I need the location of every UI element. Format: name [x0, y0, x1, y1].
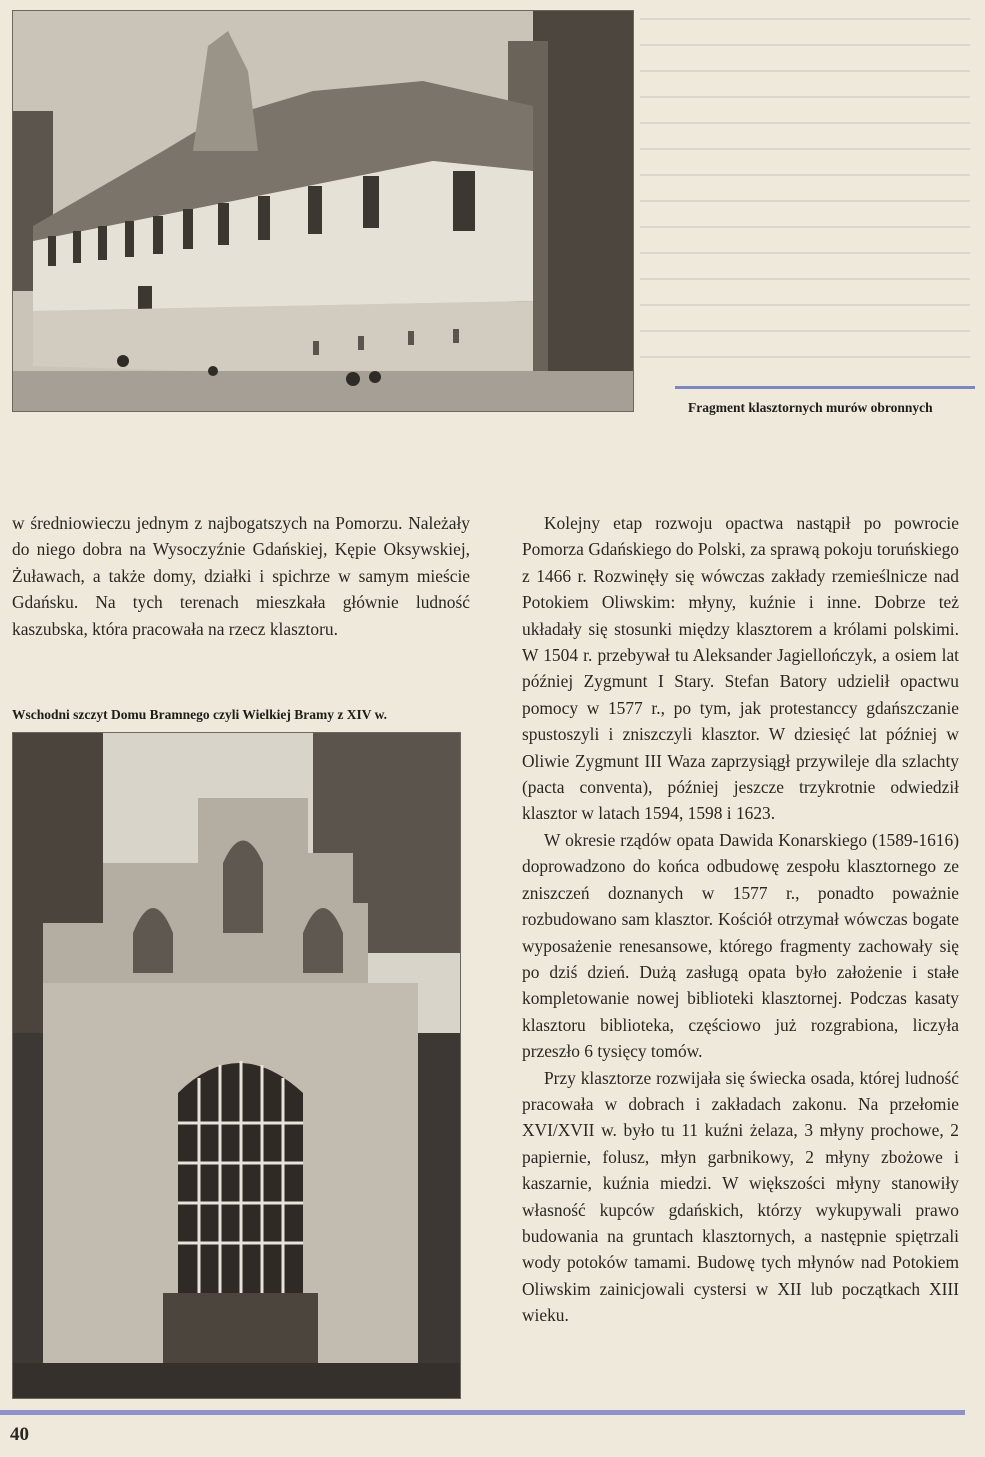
- right-column-text: [522, 510, 959, 1329]
- footer-rule: [0, 1410, 965, 1415]
- paragraph: w średniowieczu jednym z najbogatszych na Pomorzu. Należały do niego dobra na Wysoczyźnie Gdańskiej, Kępie Oksywskiej, Żuławach, a także domy, działki i spichrze w samym mieście Gdańsku. Na tych terenach mieszkała głównie ludność kaszubska, która pracowała na rzecz klasztoru.: [12, 513, 470, 639]
- paragraph: Kolejny etap rozwoju opactwa nastąpił po powrocie Pomorza Gdańskiego do Polski, za sprawą pokoju toruńskiego z 1466 r. Rozwinęły się wówczas zakłady rzemieślnicze nad Potokiem Oliwskim: młyny, kuźnie i inne. Dobrze też układały się stosunki między klasztorem a królami polskimi. W 1504 r. przebywał tu Aleksander Jagiellończyk, a osiem lat później Zygmunt I Stary. Stefan Batory udzielił opactwu pomocy w 1577 r., po tym, jak protestanccy gdańszczanie spustoszyli i zniszczyli klasztor. W dziesięć lat później w Oliwie Zygmunt III Waza zaprzysiągł przywileje dla szlachty (pacta conventa), później jeszcze trzykrotnie odwiedził klasztor w latach 1594, 1598 i 1623.: [522, 513, 959, 824]
- figure-caption-top: Fragment klasztornych murów obronnych: [688, 400, 933, 415]
- paragraph: W okresie rządów opata Dawida Konarskiego (1589-1616) doprowadzono do końca odbudowę zespołu klasztornego ze zniszczeń doznanych w 1577 r., ponadto poważnie rozbudowano sam klasztor. Kościół otrzymał wówczas bogate wyposażenie renesansowe, którego fragmenty zachowały się po dziś dzień. Dużą zasługą opata było założenie i stałe kompletowanie nowej biblioteki klasztornej. Podczas kasaty klasztoru biblioteka, częściowo już rozgrabiona, liczyła przeszło 6 tysięcy tomów.: [522, 829, 959, 1062]
- page-number: 40: [10, 1424, 29, 1445]
- show-through-text: [640, 0, 970, 380]
- photo-monastery-walls-image: [13, 11, 633, 411]
- caption-rule: [675, 386, 975, 389]
- photo-monastery-walls: [12, 10, 634, 412]
- photo-gate-house-gable: [12, 732, 461, 1399]
- photo-gate-house-image: [13, 733, 460, 1398]
- paragraph: Przy klasztorze rozwijała się świecka osada, której ludność pracowała w dobrach i zakładach zakonu. Na przełomie XVI/XVII w. było tu 11 kuźni żelaza, 3 młyny prochowe, 2 papiernie, folusz, młyn garbnikowy, 2 młyny zbożowe i kaszarnie, kuźnia miedzi. W większości młyny stanowiły własność kupców gdańskich, którzy wykupywali prawo budowania na gruntach klasztornych, a następnie spiętrzali wody potoków tamami. Budowę tych młynów nad Potokiem Oliwskim zainicjowali cystersi w XII lub początkach XIII wieku.: [522, 1067, 959, 1326]
- left-column-text: [12, 510, 470, 642]
- figure-caption-bottom: Wschodni szczyt Domu Bramnego czyli Wielkiej Bramy z XIV w.: [12, 707, 387, 722]
